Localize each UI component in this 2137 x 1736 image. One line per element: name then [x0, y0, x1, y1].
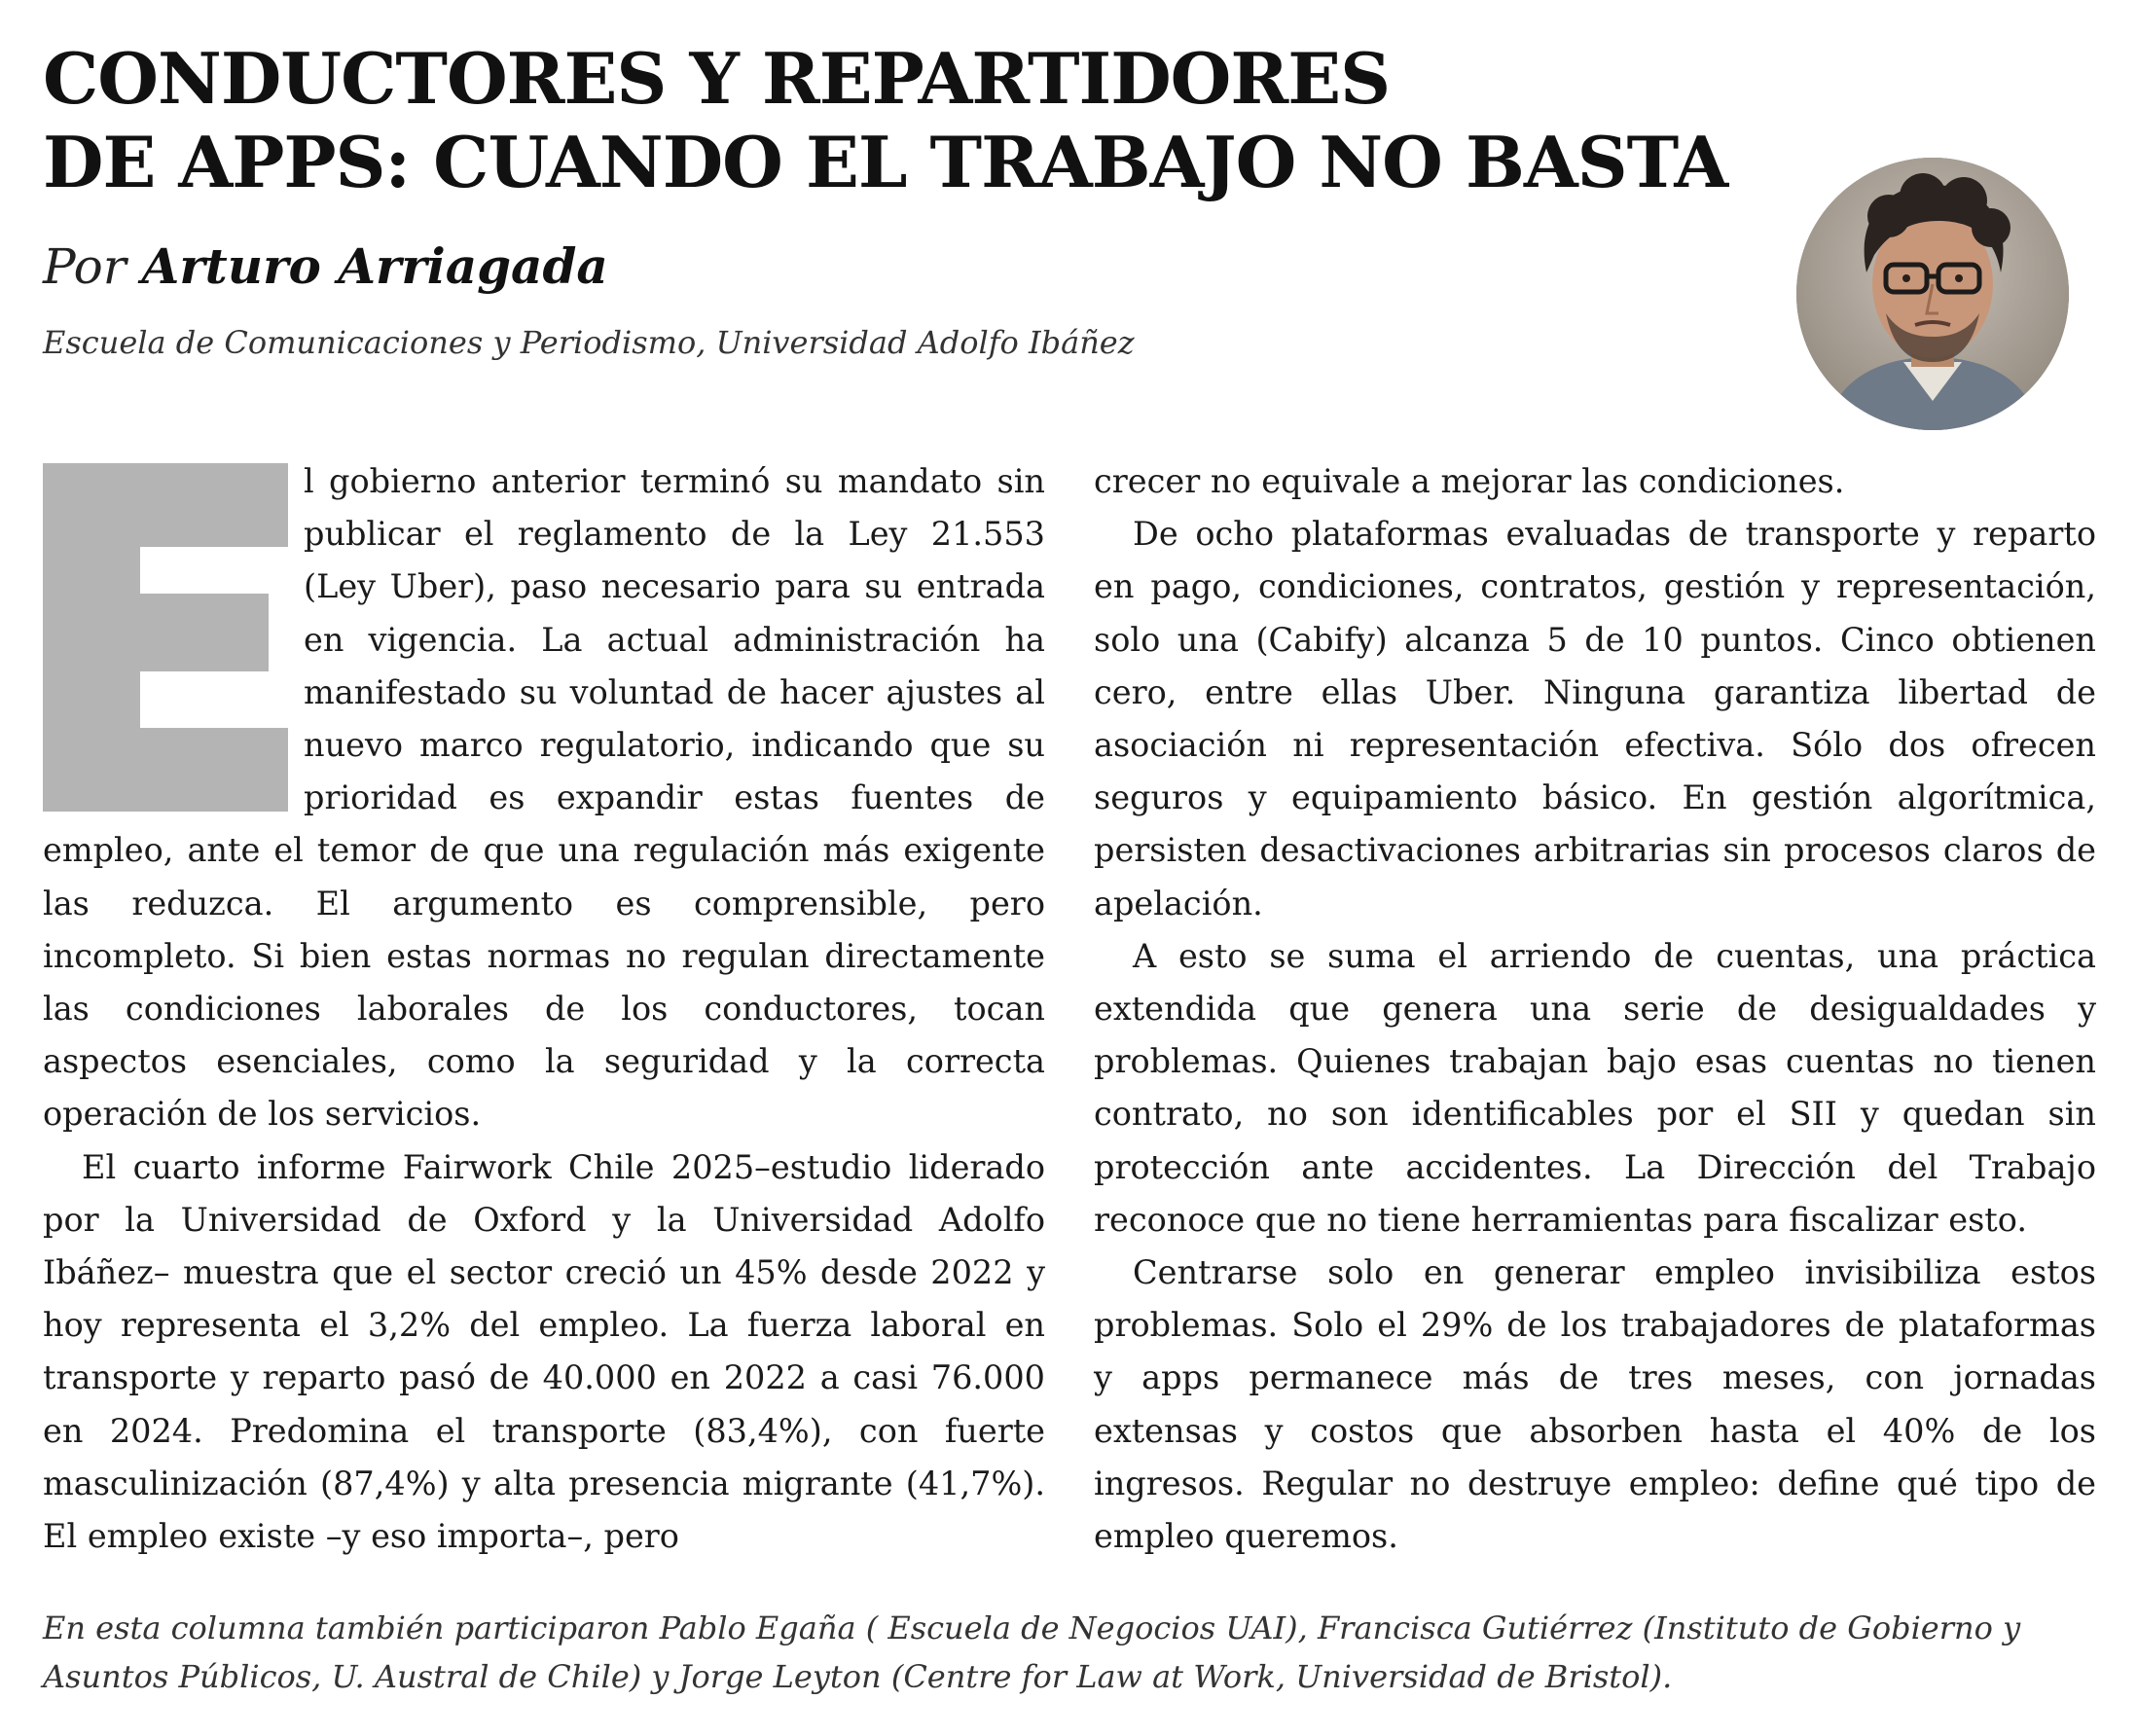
- footnote-contributors: En esta columna también participaron Pablo Egaña ( Escuela de Negocios UAI), Francisca Gutiérrez (Instituto de Gobierno y Asuntos Públicos, U. Austral de Chile) y Jorge Leyton (Centre for Law at Work, Universidad de Bristol).: [43, 1609, 2021, 1695]
- byline-prefix: Por: [43, 238, 127, 295]
- drop-cap-shape: [43, 463, 288, 812]
- headline-line-2: DE APPS: CUANDO EL TRABAJO NO BASTA: [43, 121, 1728, 203]
- paragraph-5: Centrarse solo en generar empleo invisibiliza estos problemas. Solo el 29% de los trabajadores de plataformas y apps permanece más de tres meses, con jornadas extensas y costos que absorben hasta el 40% de los ingresos. Regular no destruye empleo: define qué tipo de empleo queremos.: [1094, 1253, 2096, 1556]
- author-portrait-image: [1796, 158, 2069, 430]
- byline: [43, 237, 608, 296]
- paragraph-3: De ocho plataformas evaluadas de transporte y reparto en pago, condiciones, contratos, gestión y representación, solo una (Cabify) alcanza 5 de 10 puntos. Cinco obtienen cero, entre ellas Uber. Ninguna garantiza libertad de asociación ni representación efectiva. Sólo dos ofrecen seguros y equipamiento básico. En gestión algorítmica, persisten desactivaciones arbitrarias sin procesos claros de apelación.: [1094, 515, 2096, 922]
- paragraph-4: A esto se suma el arriendo de cuentas, una práctica extendida que genera una serie de desigualdades y problemas. Quienes trabajan bajo esas cuentas no tienen contrato, no son identificables por el SII y quedan sin protección ante accidentes. La Dirección del Trabajo reconoce que no tiene herramientas para fiscalizar esto.: [1094, 936, 2096, 1239]
- headline: [43, 37, 1728, 204]
- drop-cap-glyph: [43, 463, 288, 812]
- author-affiliation: Escuela de Comunicaciones y Periodismo, Universidad Adolfo Ibáñez: [43, 324, 1135, 361]
- author-portrait: [1796, 158, 2069, 430]
- article-column-right: [1094, 455, 2096, 1563]
- paragraph-2-start: El cuarto informe Fairwork Chile 2025–estudio liderado por la Universidad de Oxford y la Universidad Adolfo Ibáñez– muestra que el sector creció un 45% desde 2022 y hoy representa el 3,2% del empleo. La fuerza laboral en transporte y reparto pasó de 40.000 en 2022 a casi 76.000 en 2024. Predomina el transporte (83,4%), con fuerte masculinización (87,4%) y alta presencia migrante (41,7%). El empleo existe –y eso importa–, pero: [43, 1147, 1045, 1556]
- paragraph-2-end: crecer no equivale a mejorar las condiciones.: [1094, 462, 1845, 500]
- paragraph-1-text: l gobierno anterior terminó su mandato sin publicar el reglamento de la Ley 21.553 (Ley Uber), paso necesario para su entrada en vigencia. La actual administración ha manifestado su voluntad de hacer ajustes al nuevo marco regulatorio, indicando que su prioridad es expandir estas fuentes de empleo, ante el temor de que una regulación más exigente las reduzca. El argumento es comprensible, pero incompleto. Si bien estas normas no regulan directamente las condiciones laborales de los conductores, tocan aspectos esenciales, como la seguridad y la correcta operación de los servicios.: [43, 462, 1045, 1134]
- headline-line-1: CONDUCTORES Y REPARTIDORES: [43, 37, 1391, 120]
- author-name: Arturo Arriagada: [141, 237, 608, 295]
- article-column-left: [43, 455, 1045, 1563]
- paragraph-1: [43, 455, 1045, 1141]
- drop-cap: [43, 463, 288, 812]
